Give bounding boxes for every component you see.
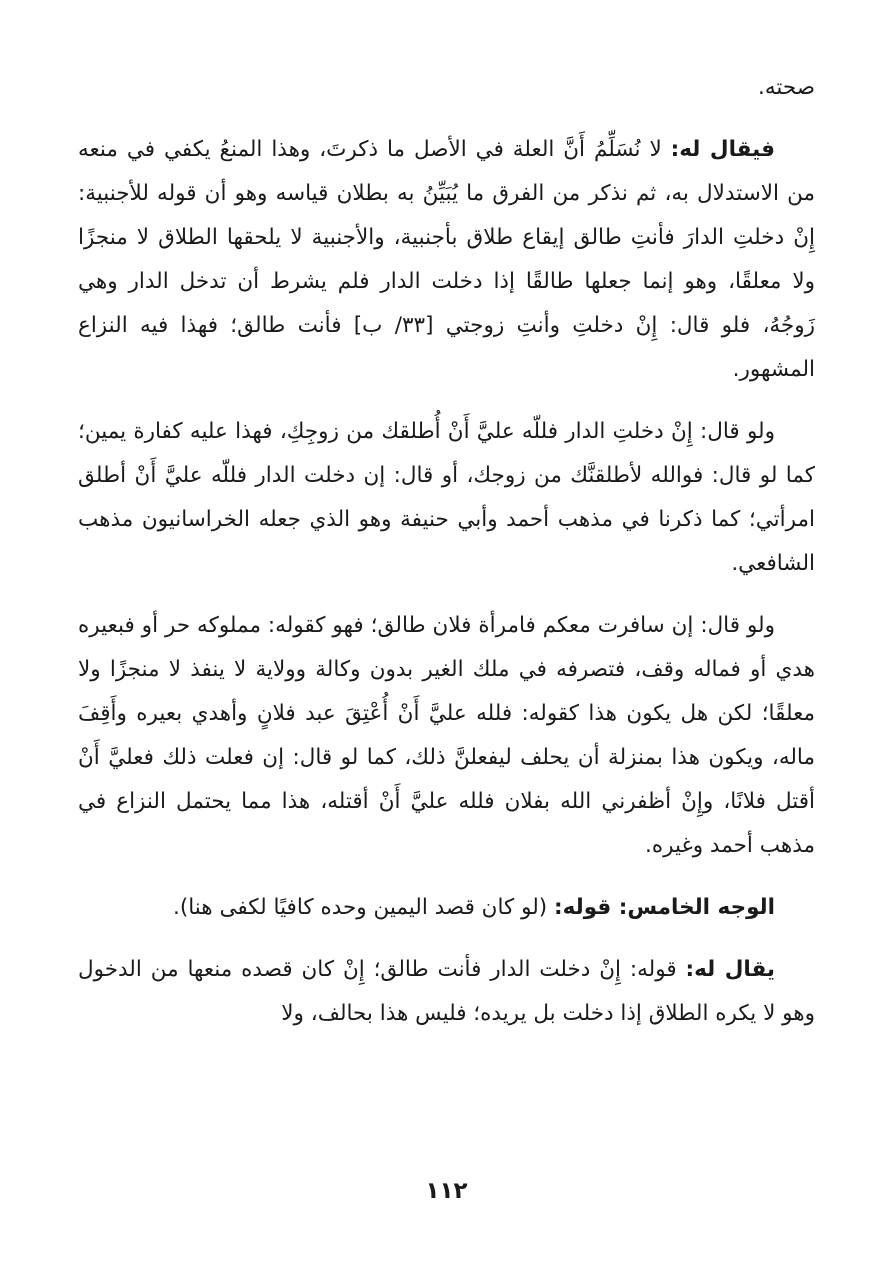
- paragraph-text: ولو قال: إِنْ دخلتِ الدار فللّه عليَّ أَنْ أُطلقك من زوجِكِ، فهذا عليه كفارة يمين؛ كما لو قال: فوالله لأطلقنَّك من زوجك، أو قال: إن دخلت الدار فللّه عليَّ أَنْ أطلق امرأتي؛ كما ذكرنا في مذهب أحمد وأبي حنيفة وهو الذي جعله الخراسانيون مذهب الشافعي.: [78, 419, 815, 576]
- paragraph-lead: فيقال له:: [670, 137, 775, 162]
- paragraph-text: قوله: إِنْ دخلت الدار فأنت طالق؛ إِنْ كان قصده منعها من الدخول وهو لا يكره الطلاق إذا دخلت بل يريده؛ فليس هذا بحالف، ولا: [78, 957, 815, 1026]
- paragraph-text: (لو كان قصد اليمين وحده كافيًا لكفى هنا).: [173, 895, 554, 920]
- paragraph-lead: الوجه الخامس: قوله:: [553, 895, 775, 920]
- paragraph-lead: يقال له:: [685, 957, 775, 982]
- paragraph-gap: [78, 392, 815, 410]
- paragraph-continuation: [78, 66, 815, 110]
- paragraph-gap: [78, 868, 815, 886]
- paragraph-travel: [78, 604, 815, 868]
- paragraph-fifth-aspect: [78, 886, 815, 930]
- paragraph-reply: [78, 948, 815, 1036]
- paragraph-gap: [78, 586, 815, 604]
- paragraph-text: صحته.: [758, 75, 815, 100]
- page-number: ١١٢: [425, 1178, 468, 1204]
- paragraph-vow: [78, 410, 815, 586]
- paragraph-objection: [78, 128, 815, 392]
- paragraph-gap: [78, 110, 815, 128]
- page-body: [78, 66, 815, 1036]
- paragraph-text: لا نُسَلِّمُ أَنَّ العلة في الأصل ما ذكرتَ، وهذا المنعُ يكفي في منعه من الاستدلال به، ثم نذكر من الفرق ما يُبَيِّنُ به بطلان قياسه وهو أن قوله للأجنبية: إِنْ دخلتِ الدارَ فأنتِ طالق إيقاع طلاق بأجنبية، والأجنبية لا يلحقها الطلاق لا منجزًا ولا معلقًا، وهو إنما جعلها طالقًا إذا دخلت الدار فلم يشرط أن تدخل الدار وهي زَوجُهُ، فلو قال: إِنْ دخلتِ وأنتِ زوجتي [٣٣/ ب] فأنت طالق؛ فهذا فيه النزاع المشهور.: [78, 137, 815, 382]
- paragraph-text: ولو قال: إن سافرت معكم فامرأة فلان طالق؛ فهو كقوله: مملوكه حر أو فبعيره هدي أو فماله وقف، فتصرفه في ملك الغير بدون وكالة وولاية لا ينفذ لا منجزًا ولا معلقًا؛ لكن هل يكون هذا كقوله: فلله عليَّ أَنْ أُعْتِقَ عبد فلانٍ وأهدي بعيره وأَقِفَ ماله، ويكون هذا بمنزلة أن يحلف ليفعلنَّ ذلك، كما لو قال: إن فعلت ذلك فعليَّ أَنْ أقتل فلانًا، وإِنْ أظفرني الله بفلان فلله عليَّ أَنْ أقتله، هذا مما يحتمل النزاع في مذهب أحمد وغيره.: [78, 613, 815, 858]
- paragraph-gap: [78, 930, 815, 948]
